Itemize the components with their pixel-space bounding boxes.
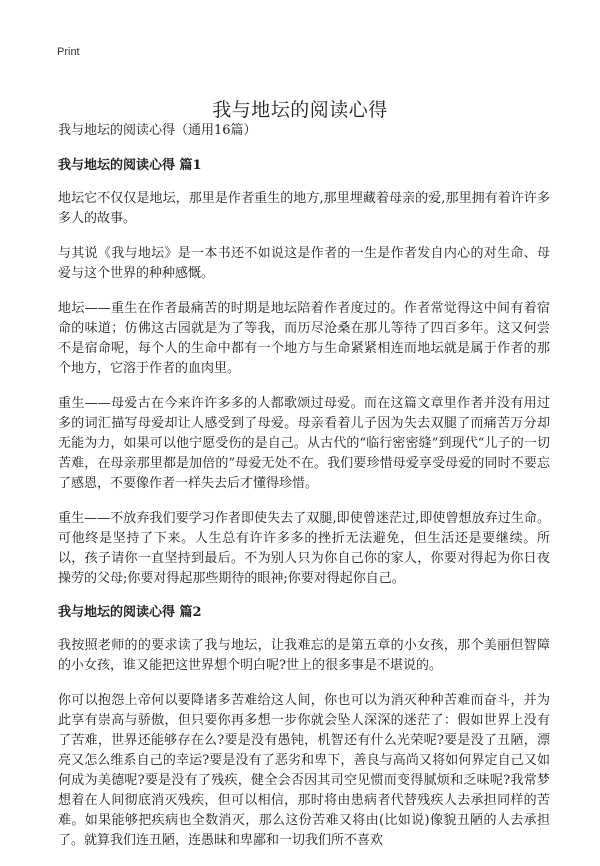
page-title: 我与地坛的阅读心得 [212,98,388,121]
document-subtitle: 我与地坛的阅读心得（通用16篇） [58,123,257,138]
section-heading: 我与地坛的阅读心得 篇2 [58,605,202,620]
paragraph: 你可以抱怨上帝何以要降诸多苦难给这人间，你也可以为消灭种种苦难而奋斗，并为此享有崇高与骄傲，但只要你再多想一步你就会坠人深深的迷茫了：假如世界上没有了苦难，世界还能够存在么?要是没有愚钝，机智还有什么光荣呢?要是没了丑陋，漂亮又怎么维系自己的幸运?要是没有了恶劣和卑下，善良与高尚又将如何界定自己又如何成为美德呢?要是没有了残疾，健全会否因其司空见惯而变得腻烦和乏味呢?我常梦想着在人间彻底消灭残疾，但可以相信，那时将由患病者代替残疾人去承担同样的苦难。如果能够把疾病也全数消灭，那么这份苦难又将由(比如说)像貌丑陋的人去承担了。就算我们连丑陋，连愚昧和卑鄙和一切我们所不喜欢 [58,693,550,848]
paragraph: 地坛——重生在作者最痛苦的时期是地坛陪着作者度过的。作者常觉得这中间有着宿命的味道；仿佛这古园就是为了等我，而历尽沧桑在那儿等待了四百多年。这又何尝不是宿命呢，每个人的生命中都有一个地方与生命紧紧相连而地坛就是属于作者的那个地方，它溶于作者的血肉里。 [58,301,550,376]
paragraph: 重生——母爱古在今来许许多多的人都歌颂过母爱。而在这篇文章里作者并没有用过多的词汇描写母爱却让人感受到了母爱。母亲看着儿子因为失去双腿了而痛苦万分却无能为力，如果可以他宁愿受伤的是自己。从古代的“临行密密缝”到现代“儿子的一切苦难，在母亲那里都是加倍的”母爱无处不在。我们要珍惜母爱享受母爱的同时不要忘了感恩，不要像作者一样失去后才懂得珍惜。 [58,396,550,491]
section-2 [58,604,550,851]
section-heading: 我与地坛的阅读心得 篇1 [58,158,202,173]
paragraph: 地坛它不仅仅是地坛，那里是作者重生的地方,那里埋藏着母亲的爱,那里拥有着许许多多人的故事。 [58,191,550,226]
paragraph: 我按照老师的的要求读了我与地坛，让我难忘的是第五章的小女孩，那个美丽但智障的小女孩，谁又能把这世界想个明白呢?世上的很多事是不堪说的。 [58,638,550,673]
document-content [58,122,550,866]
section-1 [58,157,550,589]
print-link[interactable]: Print [57,46,80,58]
paragraph: 与其说《我与地坛》是一本书还不如说这是作者的一生是作者发自内心的对生命、母爱与这个世界的种种感慨。 [58,246,550,281]
paragraph: 重生——不放弃我们要学习作者即使失去了双腿,即使曾迷茫过,即使曾想放弃过生命。可他终是坚持了下来。人生总有许许多多的挫折无法避免，但生活还是要继续。所以，孩子请你一直坚持到最后。不为别人只为你自己你的家人，你要对得起为你日夜操劳的父母;你要对得起那些期待的眼神;你要对得起你自己。 [58,511,550,586]
